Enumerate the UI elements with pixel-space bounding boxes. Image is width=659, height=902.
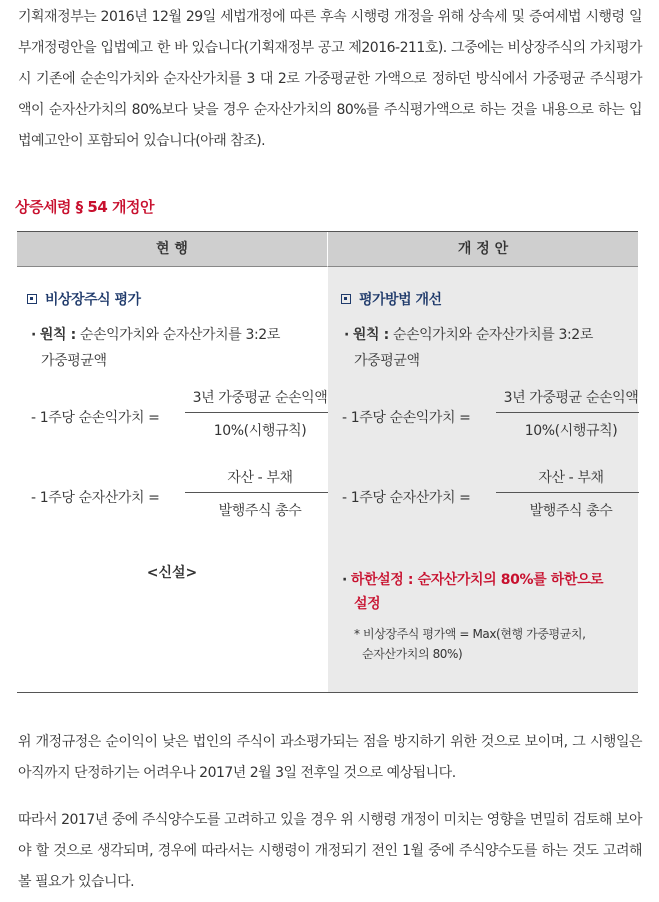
formula-numerator: 자산 - 부채 [538,470,604,486]
formula-numerator: 3년 가중평균 순손익액 [503,390,639,406]
new-provision-tag: <신설> [146,565,198,581]
principle-line1: 순손익가치와 순자산가치를 3:2로 [75,327,280,343]
formula-lhs: - 1주당 순손익가치 = [31,410,160,426]
current-formula-profit [31,387,331,447]
principle-line1: 순손익가치와 순자산가치를 3:2로 [388,327,593,343]
current-heading [27,289,141,309]
principle-line2: 가중평균액 [41,353,107,369]
lower-limit-line2: 설정 [354,596,381,612]
current-principle [31,322,321,374]
square-bullet-icon [27,294,37,304]
revised-principle [344,322,634,374]
paragraph-effective-date: 위 개정규정은 순이익이 낮은 법인의 주식이 과소평가되는 점을 방지하기 위한 것으로 보이며, 그 시행일은 아직까지 단정하기는 어려우나 2017년 2월 3일 전후일 것으로 예상됩니다. [18,734,642,781]
formula-lhs: - 1주당 순자산가치 = [342,490,471,506]
column-revised [328,267,638,692]
column-current [17,267,327,692]
principle-line2: 가중평균액 [354,353,420,369]
current-formula-asset [31,467,331,527]
formula-denominator: 10%(시행규칙) [213,423,307,439]
note-line1: * 비상장주식 평가액 = Max(현행 가중평균치, [354,627,586,641]
formula-denominator: 10%(시행규칙) [524,423,618,439]
paragraph-recommendation: 따라서 2017년 중에 주식양수도를 고려하고 있을 경우 위 시행령 개정이 미치는 영향을 면밀히 검토해 보아야 할 것으로 생각되며, 경우에 따라서는 시행령이 개정되기 전인 1월 중에 주식양수도를 하는 것도 고려해 볼 필요가 있습니다. [18,812,642,890]
revised-heading-text: 평가방법 개선 [359,292,442,308]
header-revised: 개 정 안 [328,232,638,267]
section-title: 상증세령 § 54 개정안 [15,198,154,216]
formula-denominator: 발행주식 총수 [529,503,613,519]
fraction-bar [496,492,639,493]
bullet-dot: · [344,327,349,343]
fraction-bar [185,412,328,413]
fraction-bar [185,492,328,493]
formula-lhs: - 1주당 순자산가치 = [31,490,160,506]
lower-limit-item [342,568,627,616]
header-current: 현 행 [17,232,328,267]
formula-denominator: 발행주식 총수 [218,503,302,519]
bullet-dot: · [31,327,36,343]
revised-formula-asset [342,467,642,527]
lower-limit-line1: 하한설정 : 순자산가치의 80%를 하한으로 [350,572,604,588]
revised-formula-profit [342,387,642,447]
bullet-dot: · [342,572,347,588]
formula-numerator: 자산 - 부채 [227,470,293,486]
principle-label: 원칙 : [39,327,76,343]
current-heading-text: 비상장주식 평가 [45,292,141,308]
revised-heading [341,289,442,309]
comparison-table [17,231,638,693]
formula-numerator: 3년 가중평균 순손익액 [192,390,328,406]
formula-lhs: - 1주당 순손익가치 = [342,410,471,426]
note-line2: 순자산가치의 80%) [362,647,463,661]
valuation-note [354,624,634,664]
fraction-bar [496,412,639,413]
square-bullet-icon [341,294,351,304]
principle-label: 원칙 : [352,327,389,343]
intro-paragraph: 기획재정부는 2016년 12월 29일 세법개정에 따른 후속 시행령 개정을 위해 상속세 및 증여세법 시행령 일부개정령안을 입법예고 한 바 있습니다(기획재정부 공고 제2016-211호). 그중에는 비상장주식의 가치평가 시 기존에 순손익가치와 순자산가치를 3 대 2로 가중평균한 가액으로 정하던 방식에서 가중평균 주식평가액이 순자산가치의 80%보다 낮을 경우 순자산가치의 80%를 주식평가액으로 하는 것을 내용으로 하는 입법예고안이 포함되어 있습니다(아래 참조). [18,9,642,149]
